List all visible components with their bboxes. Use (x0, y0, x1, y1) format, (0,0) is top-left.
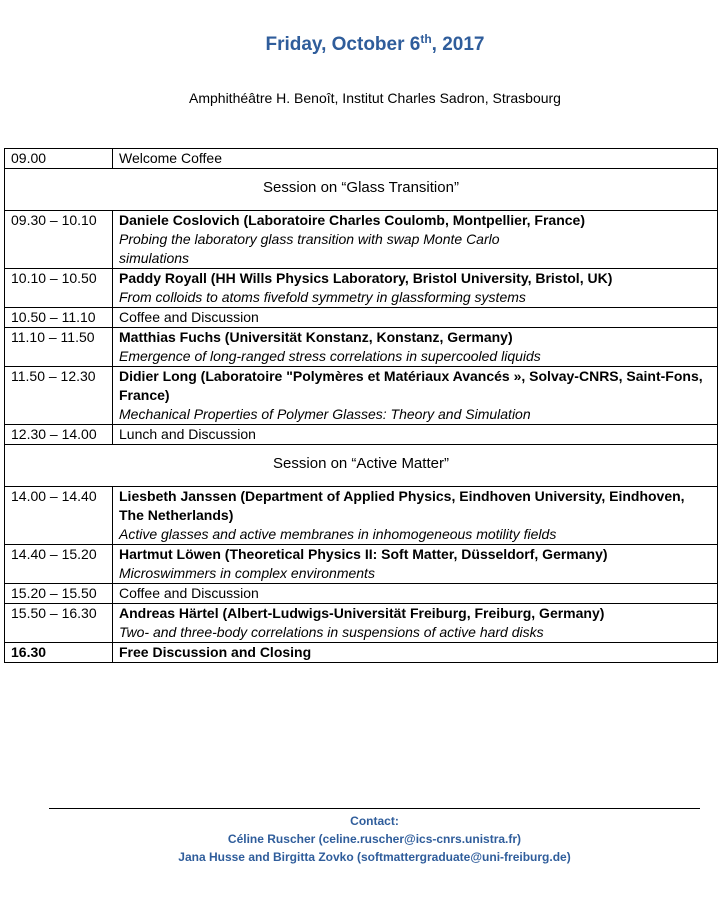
time-cell: 09.30 – 10.10 (5, 211, 113, 269)
talk-title: Two- and three-body correlations in suspensions of active hard disks (119, 624, 544, 640)
speaker-name: Liesbeth Janssen (Department of Applied Physics, Eindhoven University, Eindhoven, The Netherlands) (119, 488, 685, 523)
talk-cell (113, 604, 718, 643)
speaker-name: Andreas Härtel (Albert-Ludwigs-Universität Freiburg, Freiburg, Germany) (119, 605, 605, 621)
talk-title: Emergence of long-ranged stress correlations in supercooled liquids (119, 348, 541, 364)
speaker-name: Didier Long (Laboratoire "Polymères et Matériaux Avancés », Solvay-CNRS, Saint-Fons, France) (119, 368, 703, 403)
table-row (5, 487, 718, 545)
talk-cell (113, 269, 718, 308)
event-cell: Welcome Coffee (113, 149, 718, 169)
event-cell: Free Discussion and Closing (113, 643, 718, 663)
talk-cell (113, 367, 718, 425)
title-ordinal: th (420, 32, 432, 46)
time-cell: 09.00 (5, 149, 113, 169)
title-year: , 2017 (431, 34, 485, 55)
venue-line: Amphithéâtre H. Benoît, Institut Charles Sadron, Strasbourg (189, 90, 561, 106)
contact-label: Contact: (350, 814, 399, 828)
speaker-name: Hartmut Löwen (Theoretical Physics II: Soft Matter, Düsseldorf, Germany) (119, 546, 608, 562)
talk-cell (113, 328, 718, 367)
speaker-name: Paddy Royall (HH Wills Physics Laboratory, Bristol University, Bristol, UK) (119, 270, 613, 286)
event-cell: Coffee and Discussion (113, 308, 718, 328)
session-title: Session on “Active Matter” (5, 445, 718, 487)
event-cell: Coffee and Discussion (113, 584, 718, 604)
speaker-name: Daniele Coslovich (Laboratoire Charles Coulomb, Montpellier, France) (119, 212, 585, 228)
talk-title: Microswimmers in complex environments (119, 565, 375, 581)
time-cell: 12.30 – 14.00 (5, 425, 113, 445)
contact-block (49, 812, 700, 866)
page-title (0, 34, 720, 56)
footer-divider (49, 808, 700, 809)
table-row (5, 308, 718, 328)
time-cell: 14.00 – 14.40 (5, 487, 113, 545)
talk-title: Active glasses and active membranes in inhomogeneous motility fields (119, 526, 557, 542)
table-row (5, 149, 718, 169)
time-cell: 16.30 (5, 643, 113, 663)
time-cell: 10.50 – 11.10 (5, 308, 113, 328)
table-row (5, 643, 718, 663)
session-title: Session on “Glass Transition” (5, 169, 718, 211)
session-header-row (5, 169, 718, 211)
speaker-name: Matthias Fuchs (Universität Konstanz, Konstanz, Germany) (119, 329, 513, 345)
table-row (5, 604, 718, 643)
time-cell: 11.50 – 12.30 (5, 367, 113, 425)
talk-cell (113, 487, 718, 545)
time-cell: 14.40 – 15.20 (5, 545, 113, 584)
talk-title: Probing the laboratory glass transition with swap Monte Carlo simulations (119, 231, 500, 266)
time-cell: 15.20 – 15.50 (5, 584, 113, 604)
talk-title: From colloids to atoms fivefold symmetry in glassforming systems (119, 289, 526, 305)
table-row (5, 425, 718, 445)
session-header-row (5, 445, 718, 487)
event-cell: Lunch and Discussion (113, 425, 718, 445)
talk-cell (113, 211, 718, 269)
table-row (5, 545, 718, 584)
table-row (5, 367, 718, 425)
contact-line-2: Jana Husse and Birgitta Zovko (softmattergraduate@uni-freiburg.de) (178, 850, 571, 864)
table-row (5, 584, 718, 604)
schedule-table (4, 148, 718, 663)
contact-line-1: Céline Ruscher (celine.ruscher@ics-cnrs.unistra.fr) (227, 832, 522, 846)
talk-cell (113, 545, 718, 584)
table-row (5, 211, 718, 269)
time-cell: 10.10 – 10.50 (5, 269, 113, 308)
time-cell: 11.10 – 11.50 (5, 328, 113, 367)
table-row (5, 269, 718, 308)
title-date: Friday, October 6 (265, 34, 421, 55)
table-row (5, 328, 718, 367)
time-cell: 15.50 – 16.30 (5, 604, 113, 643)
talk-title: Mechanical Properties of Polymer Glasses: Theory and Simulation (119, 406, 531, 422)
